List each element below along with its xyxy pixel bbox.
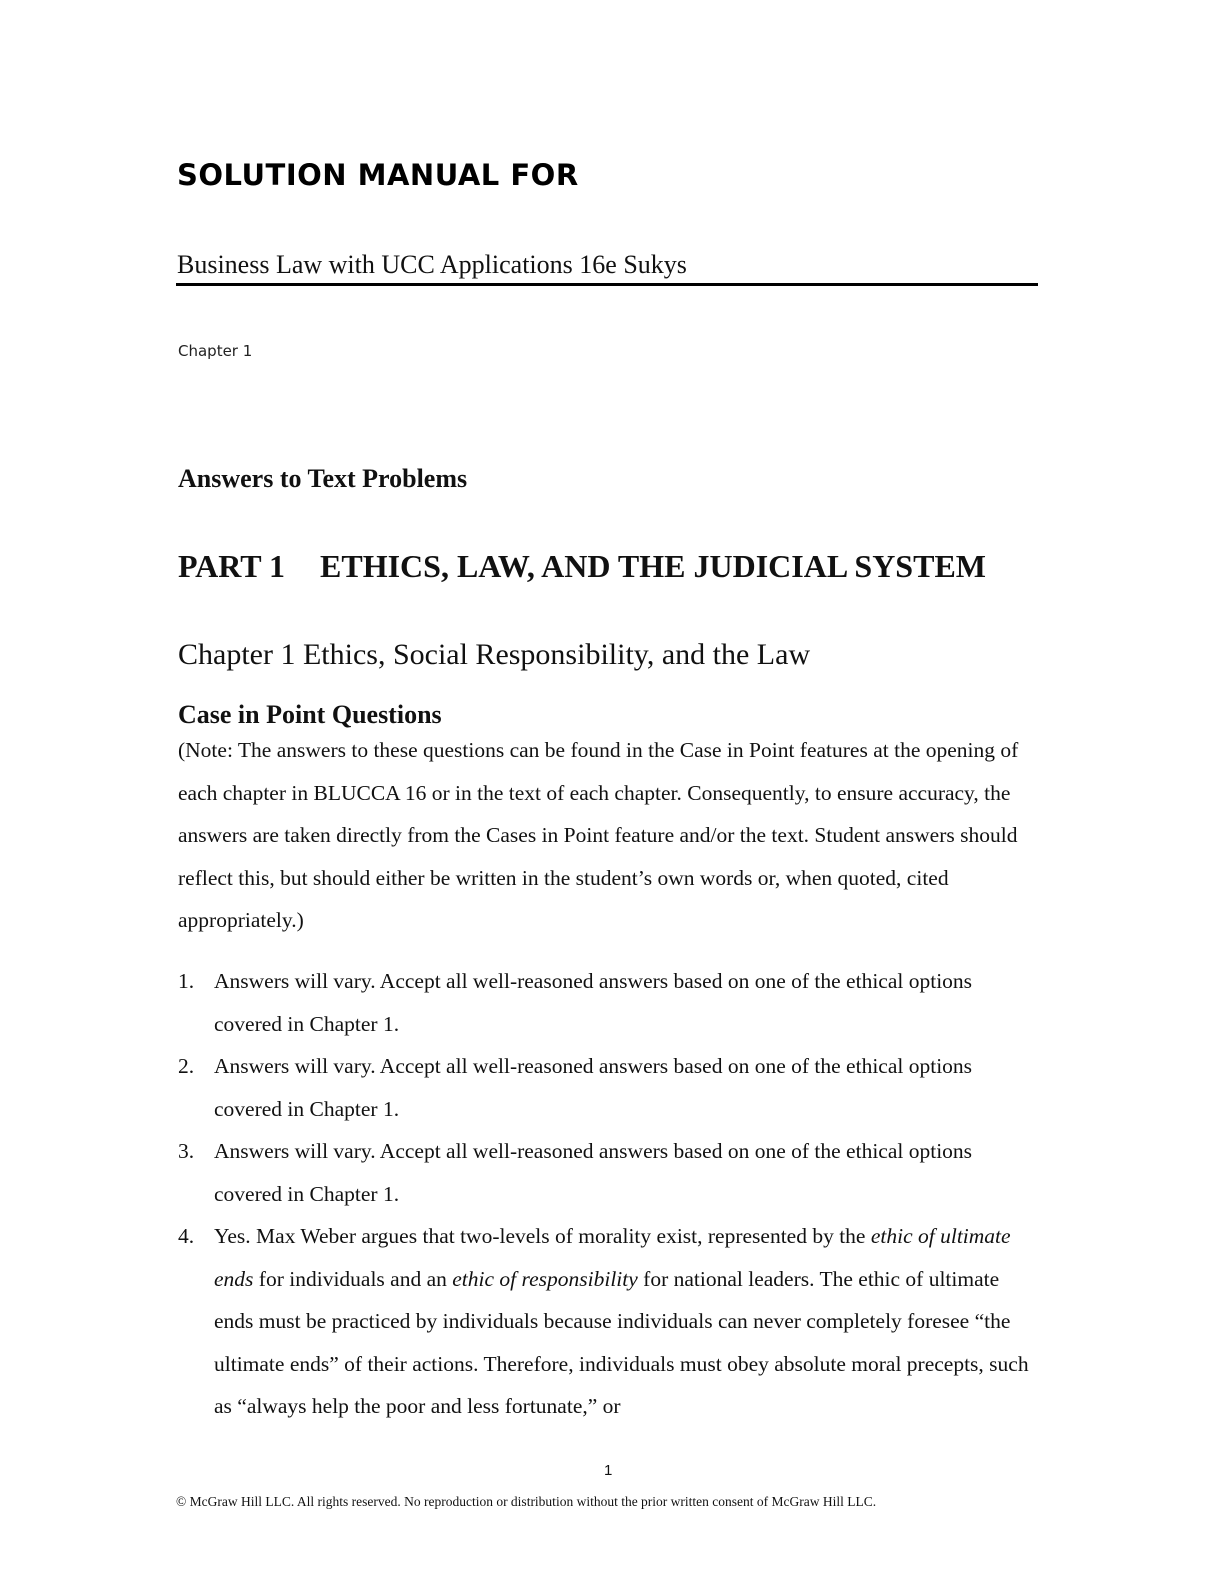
answer-text-part: for individuals and an — [253, 1266, 453, 1291]
ethic-of-responsibility-term: ethic of responsibility — [452, 1266, 638, 1291]
copyright-notice: © McGraw Hill LLC. All rights reserved. No reproduction or distribution without the prior written consent of McGraw Hill LLC. — [176, 1494, 877, 1509]
answer-text — [214, 1224, 1029, 1418]
chapter-label: Chapter 1 — [178, 342, 253, 360]
answers-heading: Answers to Text Problems — [178, 464, 468, 493]
case-in-point-heading: Case in Point Questions — [178, 700, 442, 729]
answer-item — [178, 1045, 1038, 1130]
chapter-heading: Chapter 1 Ethics, Social Responsibility, and the Law — [178, 638, 811, 671]
part-title: ETHICS, LAW, AND THE JUDICIAL SYSTEM — [320, 548, 986, 584]
answer-number: 3. — [178, 1139, 195, 1163]
answer-item — [178, 960, 1038, 1045]
note-paragraph: (Note: The answers to these questions can be found in the Case in Point features at the opening of each chapter in BLUCCA 16 or in the text of each chapter. Consequently, to ensure accuracy, the answers are taken directly from the Cases in Point feature and/or the text. Student answers should reflect this, but should either be written in the student’s own words or, when quoted, cited appropriately.) — [178, 738, 1019, 932]
answer-item — [178, 1130, 1038, 1215]
part-heading — [178, 548, 986, 585]
answer-text: Answers will vary. Accept all well-reasoned answers based on one of the ethical options covered in Chapter 1. — [214, 1139, 973, 1206]
title-underline-rule — [176, 283, 1038, 286]
answer-number: 1. — [178, 969, 195, 993]
answer-item — [178, 1215, 1038, 1428]
book-title: Business Law with UCC Applications 16e Sukys — [177, 250, 687, 279]
page-number: 1 — [604, 1462, 613, 1479]
part-number: PART 1 — [178, 548, 286, 584]
ethic-of-ultimate-ends-term: ethic of ultimate ends — [214, 1224, 1011, 1291]
answer-text-part: for national leaders. The ethic of ultimate ends must be practiced by individuals because individuals can never completely foresee “the ultimate ends” of their actions. Therefore, individuals must obey absolute moral precepts, such as “always help the poor and less fortunate,” or — [214, 1266, 1029, 1418]
answer-text-part: Yes. Max Weber argues that two-levels of morality exist, represented by the — [214, 1224, 871, 1248]
answer-number: 4. — [178, 1224, 195, 1248]
answers-list — [178, 960, 1038, 1428]
answer-text: Answers will vary. Accept all well-reasoned answers based on one of the ethical options covered in Chapter 1. — [214, 1054, 973, 1121]
answer-number: 2. — [178, 1054, 195, 1078]
answer-text: Answers will vary. Accept all well-reasoned answers based on one of the ethical options covered in Chapter 1. — [214, 969, 973, 1036]
solution-manual-title: SOLUTION MANUAL FOR — [177, 158, 579, 192]
